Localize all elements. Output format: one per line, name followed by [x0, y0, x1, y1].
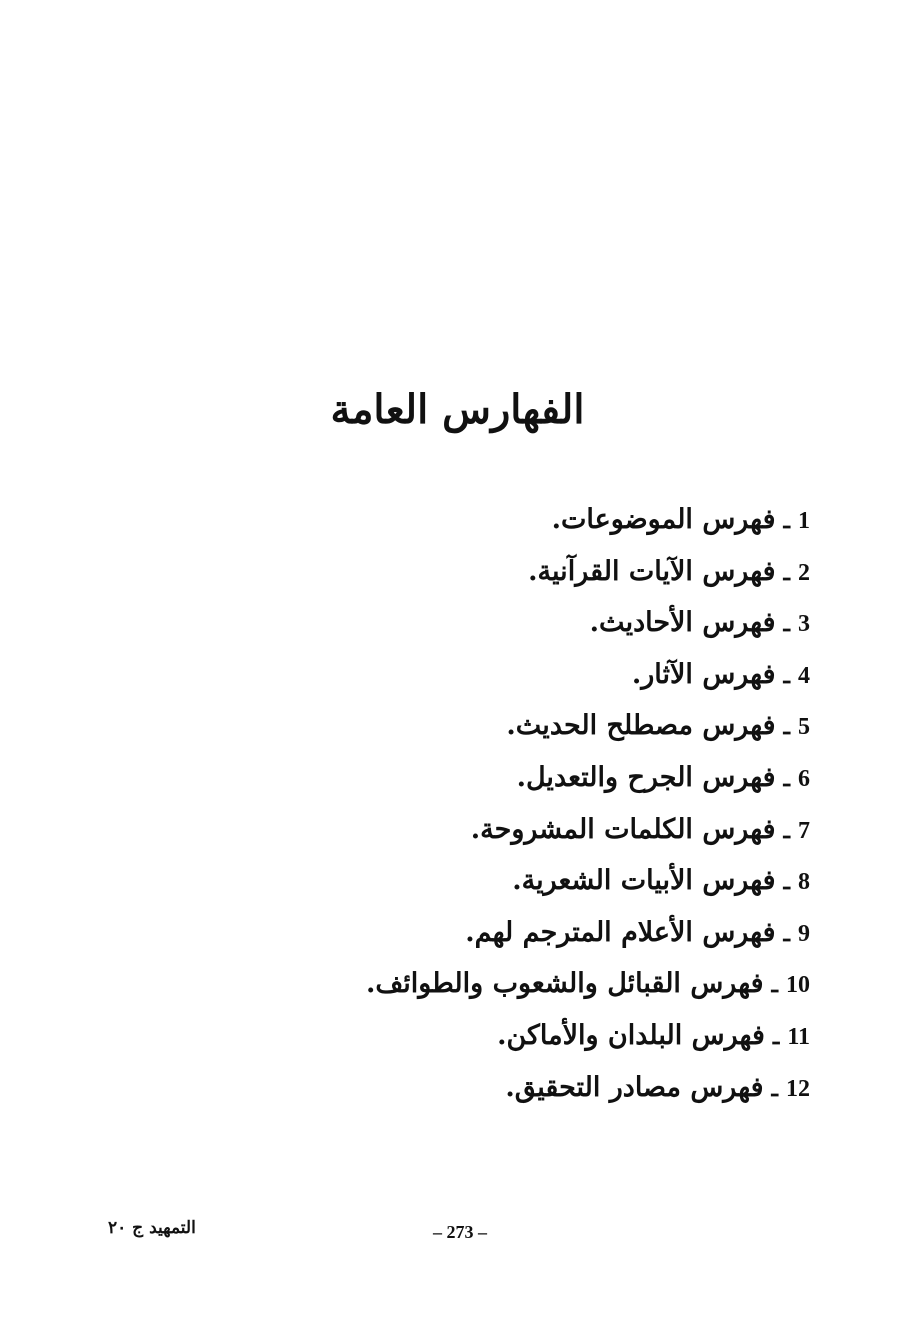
- index-item: [250, 1062, 810, 1114]
- index-item-number: 12: [786, 1075, 810, 1102]
- index-item-number: 10: [786, 972, 810, 999]
- index-item-text: فهرس القبائل والشعوب والطوائف.: [365, 968, 764, 1000]
- index-item-text: فهرس مصطلح الحديث.: [506, 710, 776, 742]
- index-item-separator: ـ: [783, 559, 790, 586]
- index-item: [250, 855, 810, 907]
- index-item-text: فهرس الآثار.: [631, 658, 776, 690]
- index-item-text: فهرس الأحاديث.: [589, 607, 776, 639]
- index-item: [250, 958, 810, 1010]
- index-item-separator: ـ: [783, 765, 790, 792]
- index-item-text: فهرس البلدان والأماكن.: [497, 1019, 765, 1051]
- index-item: [250, 907, 810, 959]
- index-item-text: فهرس الموضوعات.: [551, 504, 776, 535]
- index-item-separator: ـ: [783, 662, 790, 689]
- index-item-number: 3: [798, 611, 810, 638]
- index-item-number: 7: [798, 817, 810, 844]
- index-item: [250, 700, 810, 752]
- index-item-number: 9: [798, 920, 810, 947]
- index-item-text: فهرس الأبيات الشعرية.: [512, 865, 776, 897]
- index-item-text: فهرس الجرح والتعديل.: [516, 761, 776, 793]
- index-item-text: فهرس الآيات القرآنية.: [528, 555, 776, 587]
- index-item-number: 2: [798, 559, 810, 586]
- index-item-number: 4: [798, 662, 810, 689]
- index-item-separator: ـ: [783, 817, 790, 844]
- index-item-number: 1: [798, 508, 810, 534]
- index-list: [250, 494, 810, 1113]
- index-item: [250, 649, 810, 701]
- index-item-separator: ـ: [783, 920, 790, 947]
- page-title-text: الفهارس العامة: [330, 386, 585, 433]
- page-number: – 273 –: [433, 1222, 487, 1242]
- index-item-separator: ـ: [772, 1023, 780, 1050]
- index-item: [250, 597, 810, 649]
- index-item-number: 5: [798, 714, 810, 741]
- index-item: [250, 1010, 810, 1062]
- index-item-separator: ـ: [783, 611, 790, 638]
- index-item-text: فهرس مصادر التحقيق.: [505, 1071, 764, 1103]
- index-item-separator: ـ: [771, 972, 778, 999]
- index-item-separator: ـ: [771, 1075, 778, 1102]
- footer-signature: التمهيد ج ٢٠: [108, 1218, 196, 1238]
- index-item: [250, 494, 810, 546]
- index-item: [250, 804, 810, 856]
- index-item: [250, 546, 810, 598]
- index-item: [250, 752, 810, 804]
- index-item-separator: ـ: [783, 869, 790, 896]
- page-title: [0, 380, 915, 440]
- index-item-number: 8: [798, 869, 810, 896]
- index-item-text: فهرس الكلمات المشروحة.: [470, 813, 776, 845]
- index-item-number: 6: [798, 765, 810, 792]
- index-item-number: 11: [787, 1023, 810, 1050]
- index-item-text: فهرس الأعلام المترجم لهم.: [465, 916, 776, 948]
- index-item-separator: ـ: [783, 508, 790, 534]
- index-item-separator: ـ: [783, 714, 790, 741]
